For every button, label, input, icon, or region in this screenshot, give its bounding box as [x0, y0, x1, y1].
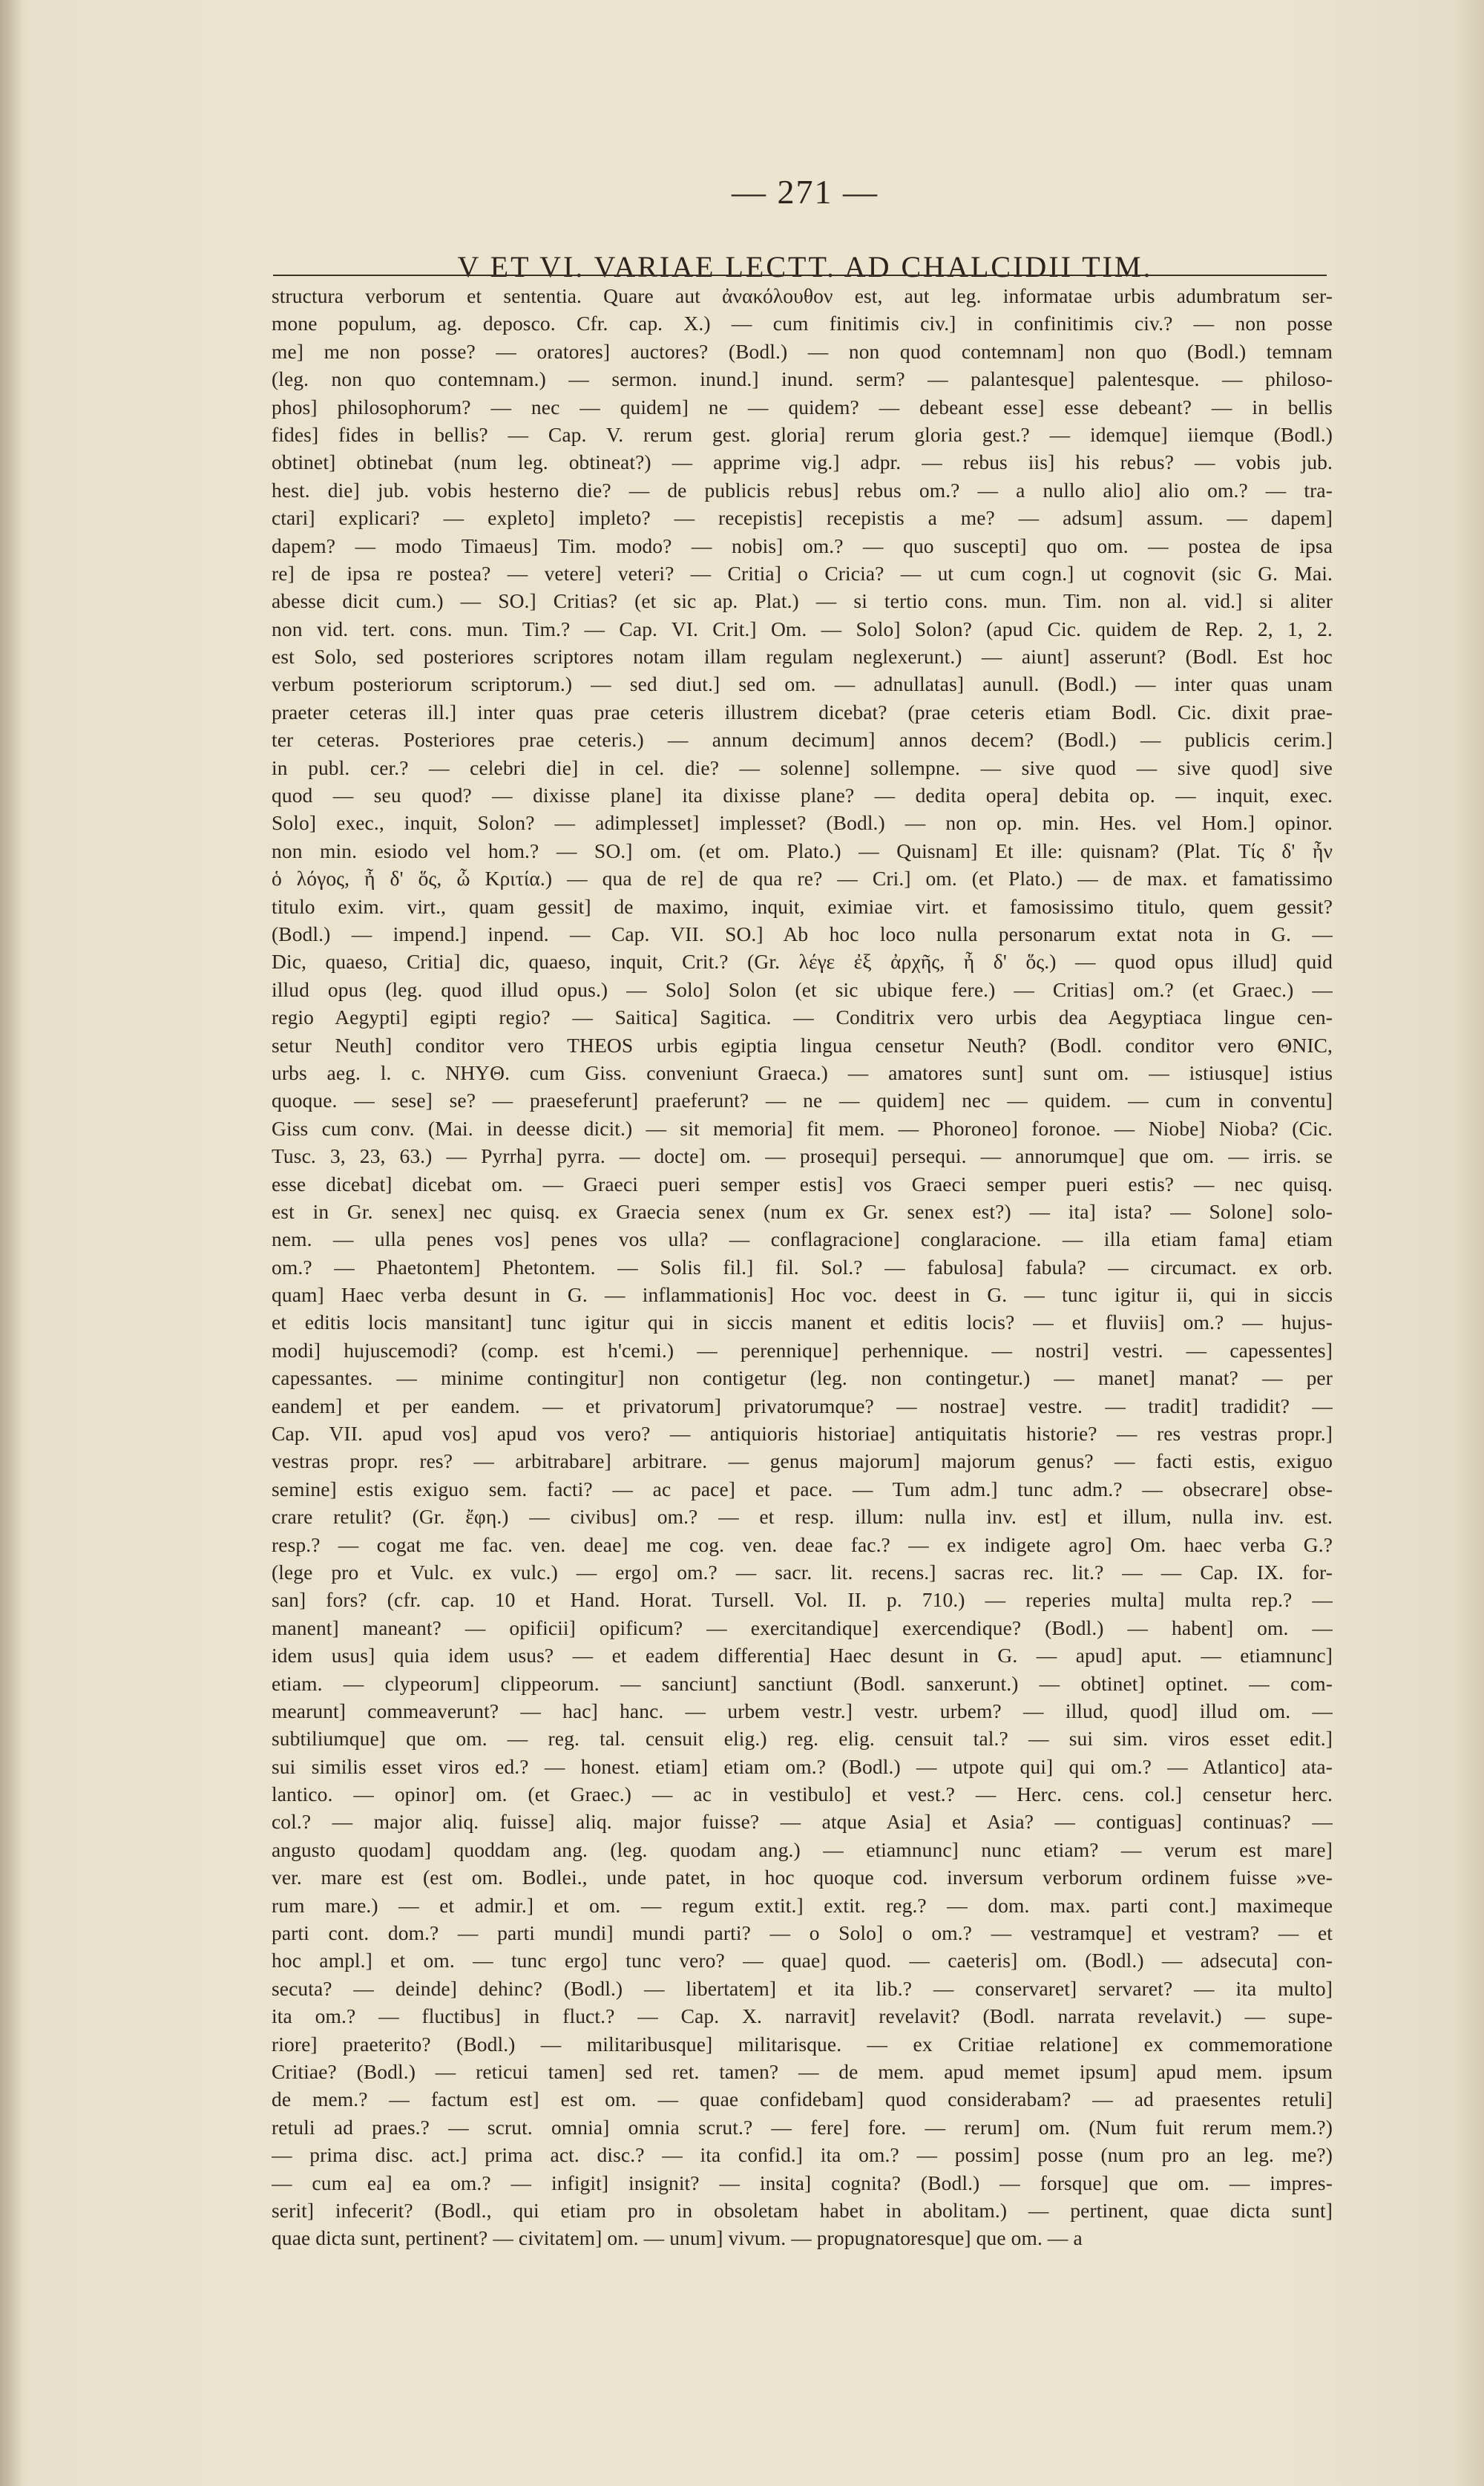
text-line: — cum ea] ea om.? — infigit] insignit? — insita] cognita? (Bodl.) — forsque] que om. — impres-: [272, 2171, 1333, 2194]
text-line: Giss cum conv. (Mai. in deesse dicit.) — sit memoria] fit mem. — Phoroneo] foronoe. — Niobe] Nioba? (Cic.: [272, 1116, 1333, 1140]
text-line: (leg. non quo contemnam.) — sermon. inund.] inund. serm? — palantesque] palentesque. — philoso-: [272, 367, 1333, 391]
text-line: Critiae? (Bodl.) — reticui tamen] sed ret. tamen? — de mem. apud memet ipsum] apud mem. ipsum: [272, 2060, 1333, 2083]
header-rule: [273, 275, 1327, 276]
text-line: abesse dicit cum.) — SO.] Critias? (et sic ap. Plat.) — si tertio cons. mun. Tim. non al. vid.] si aliter: [272, 589, 1333, 613]
text-line: Cap. VII. apud vos] apud vos vero? — antiquioris historiae] antiquitatis historie? — res vestras propr.]: [272, 1422, 1333, 1446]
text-line: ita om.? — fluctibus] in fluct.? — Cap. X. narravit] revelavit? (Bodl. narrata revelavit.) — supe-: [272, 2004, 1333, 2028]
text-line: quae dicta sunt, pertinent? — civitatem] om. — unum] vivum. — propugnatoresque] que om. — a: [272, 2226, 1083, 2250]
text-line: semine] estis exiguo sem. facti? — ac pace] et pace. — Tum adm.] tunc adm.? — obsecrare] obse-: [272, 1477, 1333, 1501]
text-line: secuta? — deinde] dehinc? (Bodl.) — libertatem] et ita lib.? — conservaret] servaret? — ita multo]: [272, 1976, 1333, 2000]
text-line: (Bodl.) — impend.] inpend. — Cap. VII. SO.] Ab hoc loco nulla personarum extat nota in G. —: [272, 922, 1333, 945]
text-line: verbum posteriorum scriptorum.) — sed diut.] sed om. — adnullatas] aunull. (Bodl.) — inter quas unam: [272, 672, 1333, 696]
text-line: non min. esiodo vel hom.? — SO.] om. (et om. Plato.) — Quisnam] Et ille: quisnam? (Plat. Τίς δ' ἦν: [272, 839, 1333, 862]
text-line: Tusc. 3, 23, 63.) — Pyrrha] pyrra. — docte] om. — prosequi] persequi. — annorumque] que om. — irris. se: [272, 1144, 1333, 1168]
text-line: mearunt] commeaverunt? — hac] hanc. — urbem vestr.] vestr. urbem? — illud, quod] illud om. —: [272, 1699, 1333, 1722]
text-line: hest. die] jub. vobis hesterno die? — de publicis rebus] rebus om.? — a nullo alio] alio om.? — tra-: [272, 478, 1333, 502]
running-title: V ET VI. VARIAE LECTT. AD CHALCIDII TIM.: [457, 250, 1153, 283]
text-line: etiam. — clypeorum] clippeorum. — sanciunt] sanctiunt (Bodl. sanxerunt.) — obtinet] optinet. — com-: [272, 1671, 1333, 1695]
text-line: ὁ λόγος, ἦ δ' ὅς, ὦ Κριτία.) — qua de re] de qua re? — Cri.] om. (et Plato.) — de max. et famatissimo: [272, 867, 1333, 891]
text-line: obtinet] obtinebat (num leg. obtineat?) — apprime vig.] adpr. — rebus iis] his rebus? — vobis jub.: [272, 450, 1333, 474]
text-line: et editis locis mansitant] tunc igitur qui in siccis manent et editis locis? — et fluviis] om.? — hujus-: [272, 1311, 1333, 1334]
text-line: Solo] exec., inquit, Solon? — adimplesset] implesset? (Bodl.) — non op. min. Hes. vel Hom.] opinor.: [272, 811, 1333, 835]
text-line: in publ. cer.? — celebri die] in cel. die? — solenne] sollempne. — sive quod — sive quod] sive: [272, 755, 1333, 779]
text-line: praeter ceteras ill.] inter quas prae ceteris illustrem dicebat? (prae ceteris etiam Bodl. Cic. dixit prae-: [272, 700, 1333, 724]
text-line: eandem] et per eandem. — et privatorum] privatorumque? — nostrae] vestre. — tradit] tradidit? —: [272, 1394, 1333, 1417]
text-line: ctari] explicari? — expleto] impleto? — recepistis] recepistis a me? — adsum] assum. — dapem]: [272, 506, 1333, 530]
text-line: retuli ad praes.? — scrut. omnia] omnia scrut.? — fere] fore. — rerum] om. (Num fuit rerum mem.?): [272, 2115, 1333, 2139]
text-line: col.? — major aliq. fuisse] aliq. major fuisse? — atque Asia] et Asia? — contiguas] continuas? —: [272, 1810, 1333, 1834]
text-line: urbs aeg. l. c. NHYΘ. cum Giss. conveniunt Graeca.) — amatores sunt] sunt om. — istiusque] istius: [272, 1060, 1333, 1084]
text-line: riore] praeterito? (Bodl.) — militaribusque] militarisque. — ex Critiae relatione] ex commemoratione: [272, 2032, 1333, 2056]
text-line: vestras propr. res? — arbitrabare] arbitrare. — genus majorum] majorum genus? — facti estis, exiguo: [272, 1449, 1333, 1473]
text-line: om.? — Phaetontem] Phetontem. — Solis fil.] fil. Sol.? — fabulosa] fabula? — circumact. ex orb.: [272, 1255, 1333, 1279]
text-line: dapem? — modo Timaeus] Tim. modo? — nobis] om.? — quo suscepti] quo om. — postea de ipsa: [272, 534, 1333, 557]
text-line: est in Gr. senex] nec quisq. ex Graecia senex (num ex Gr. senex est?) — ita] ista? — Solone] solo-: [272, 1199, 1333, 1223]
text-line: modi] hujuscemodi? (comp. est h'cemi.) — perennique] perhennique. — nostri] vestri. — capessentes]: [272, 1338, 1333, 1362]
text-line: hoc ampl.] et om. — tunc ergo] tunc vero? — quae] quod. — caeteris] om. (Bodl.) — adsecuta] con-: [272, 1949, 1333, 1972]
text-line: san] fors? (cfr. cap. 10 et Hand. Horat. Tursell. Vol. II. p. 710.) — reperies multa] multa rep.? —: [272, 1588, 1333, 1612]
text-line: sui similis esset viros ed.? — honest. etiam] etiam om.? (Bodl.) — utpote qui] qui om.? — Atlantico] ata-: [272, 1754, 1333, 1778]
text-line: re] de ipsa re postea? — vetere] veteri? — Critia] o Cricia? — ut cum cogn.] ut cognovit (sic G. Mai.: [272, 561, 1333, 585]
text-line: titulo exim. virt., quam gessit] de maximo, inquit, eximiae virt. et famosissimo titulo, quem gessit?: [272, 894, 1333, 918]
text-line: angusto quodam] quoddam ang. (leg. quodam ang.) — etiamnunc] nunc etiam? — verum est mare]: [272, 1837, 1333, 1861]
text-line: quoque. — sese] se? — praeseferunt] praeferunt? — ne — quidem] nec — quidem. — cum in conventu]: [272, 1089, 1333, 1112]
text-line: de mem.? — factum est] est om. — quae confidebam] quod considerabam? — ad praesentes retuli]: [272, 2087, 1333, 2111]
text-line: structura verborum et sententia. Quare aut ἀνακόλουθον est, aut leg. informatae urbis adumbratum ser-: [272, 284, 1333, 307]
text-line: fides] fides in bellis? — Cap. V. rerum gest. gloria] rerum gloria gest.? — idemque] iiemque (Bodl.): [272, 422, 1333, 446]
critical-apparatus-text: [272, 282, 1333, 2252]
text-line: resp.? — cogat me fac. ven. deae] me cog. ven. deae fac.? — ex indigete agro] Om. haec verba G.?: [272, 1532, 1333, 1556]
text-line: non vid. tert. cons. mun. Tim.? — Cap. VI. Crit.] Om. — Solo] Solon? (apud Cic. quidem de Rep. 2, 1, 2.: [272, 617, 1333, 640]
text-line: regio Aegypti] egipti regio? — Saitica] Sagitica. — Conditrix vero urbis dea Aegyptiaca lingue cen-: [272, 1006, 1333, 1029]
text-line: phos] philosophorum? — nec — quidem] ne — quidem? — debeant esse] esse debeant? — in bellis: [272, 395, 1333, 419]
text-line: idem usus] quia idem usus? — et eadem differentia] Haec desunt in G. — apud] aput. — etiamnunc]: [272, 1644, 1333, 1667]
text-line: illud opus (leg. quod illud opus.) — Solo] Solon (et sic ubique fere.) — Critias] om.? (et Graec.) —: [272, 977, 1333, 1001]
text-line: crare retulit? (Gr. ἔφη.) — civibus] om.? — et resp. illum: nulla inv. est] et illum, nulla inv. est.: [272, 1505, 1333, 1529]
text-line: lantico. — opinor] om. (et Graec.) — ac in vestibulo] et vest.? — Herc. cens. col.] censetur herc.: [272, 1782, 1333, 1806]
text-line: esse dicebat] dicebat om. — Graeci pueri semper estis] vos Graeci semper pueri estis? — nec quisq.: [272, 1172, 1333, 1196]
page-number: — 271 —: [732, 173, 879, 211]
text-line: Dic, quaeso, Critia] dic, quaeso, inquit, Crit.? (Gr. λέγε ἐξ ἀρχῆς, ἦ δ' ὅς.) — quod opus illud] quid: [272, 950, 1333, 974]
text-line: — prima disc. act.] prima act. disc.? — ita confid.] ita om.? — possim] posse (num pro an leg. me?): [272, 2143, 1333, 2167]
text-line: quam] Haec verba desunt in G. — inflammationis] Hoc voc. deest in G. — tunc igitur ii, qui in siccis: [272, 1283, 1333, 1307]
text-line: rum mare.) — et admir.] et om. — regum extit.] extit. reg.? — dom. max. parti cont.] maximeque: [272, 1893, 1333, 1917]
text-line: quod — seu quod? — dixisse plane] ita dixisse plane? — dedita opera] debita op. — inquit, exec.: [272, 784, 1333, 807]
text-line: me] me non posse? — oratores] auctores? (Bodl.) — non quod contemnam] non quo (Bodl.) temnam: [272, 339, 1333, 363]
text-line: ver. mare est (est om. Bodlei., unde patet, in hoc quoque cod. inversum verborum ordinem fuisse »ve-: [272, 1866, 1333, 1889]
text-line: est Solo, sed posteriores scriptores notam illam regulam neglexerunt.) — aiunt] asserunt? (Bodl. Est hoc: [272, 645, 1333, 669]
text-line: (lege pro et Vulc. ex vulc.) — ergo] om.? — sacr. lit. recens.] sacras rec. lit.? — — Cap. IX. for-: [272, 1560, 1333, 1584]
text-line: manent] maneant? — opificii] opificum? — exercitandique] exercendique? (Bodl.) — habent] om. —: [272, 1616, 1333, 1639]
text-line: serit] infecerit? (Bodl., qui etiam pro in obsoletam habet in abolitam.) — pertinent, quae dicta sunt]: [272, 2198, 1333, 2222]
binding-shadow: [0, 0, 22, 2486]
text-line: capessantes. — minime contingitur] non contigetur (leg. non contingetur.) — manet] manat? — per: [272, 1366, 1333, 1390]
text-line: ter ceteras. Posteriores prae ceteris.) — annum decimum] annos decem? (Bodl.) — publicis cerim.]: [272, 728, 1333, 752]
text-line: mone populum, ag. deposco. Cfr. cap. X.) — cum finitimis civ.] in confinitimis civ.? — non posse: [272, 312, 1333, 335]
text-line: subtiliumque] que om. — reg. tal. censuit elig.) reg. elig. censuit tal.? — sui sim. viros esset edit.]: [272, 1727, 1333, 1751]
text-line: setur Neuth] conditor vero THEOS urbis egiptia lingua censetur Neuth? (Bodl. conditor vero ΘΝΙC,: [272, 1033, 1333, 1057]
text-line: parti cont. dom.? — parti mundi] mundi parti? — o Solo] o om.? — vestramque] et vestram? — et: [272, 1921, 1333, 1945]
text-line: nem. — ulla penes vos] penes vos ulla? — conflagracione] conglaracione. — illa etiam fama] etiam: [272, 1227, 1333, 1251]
